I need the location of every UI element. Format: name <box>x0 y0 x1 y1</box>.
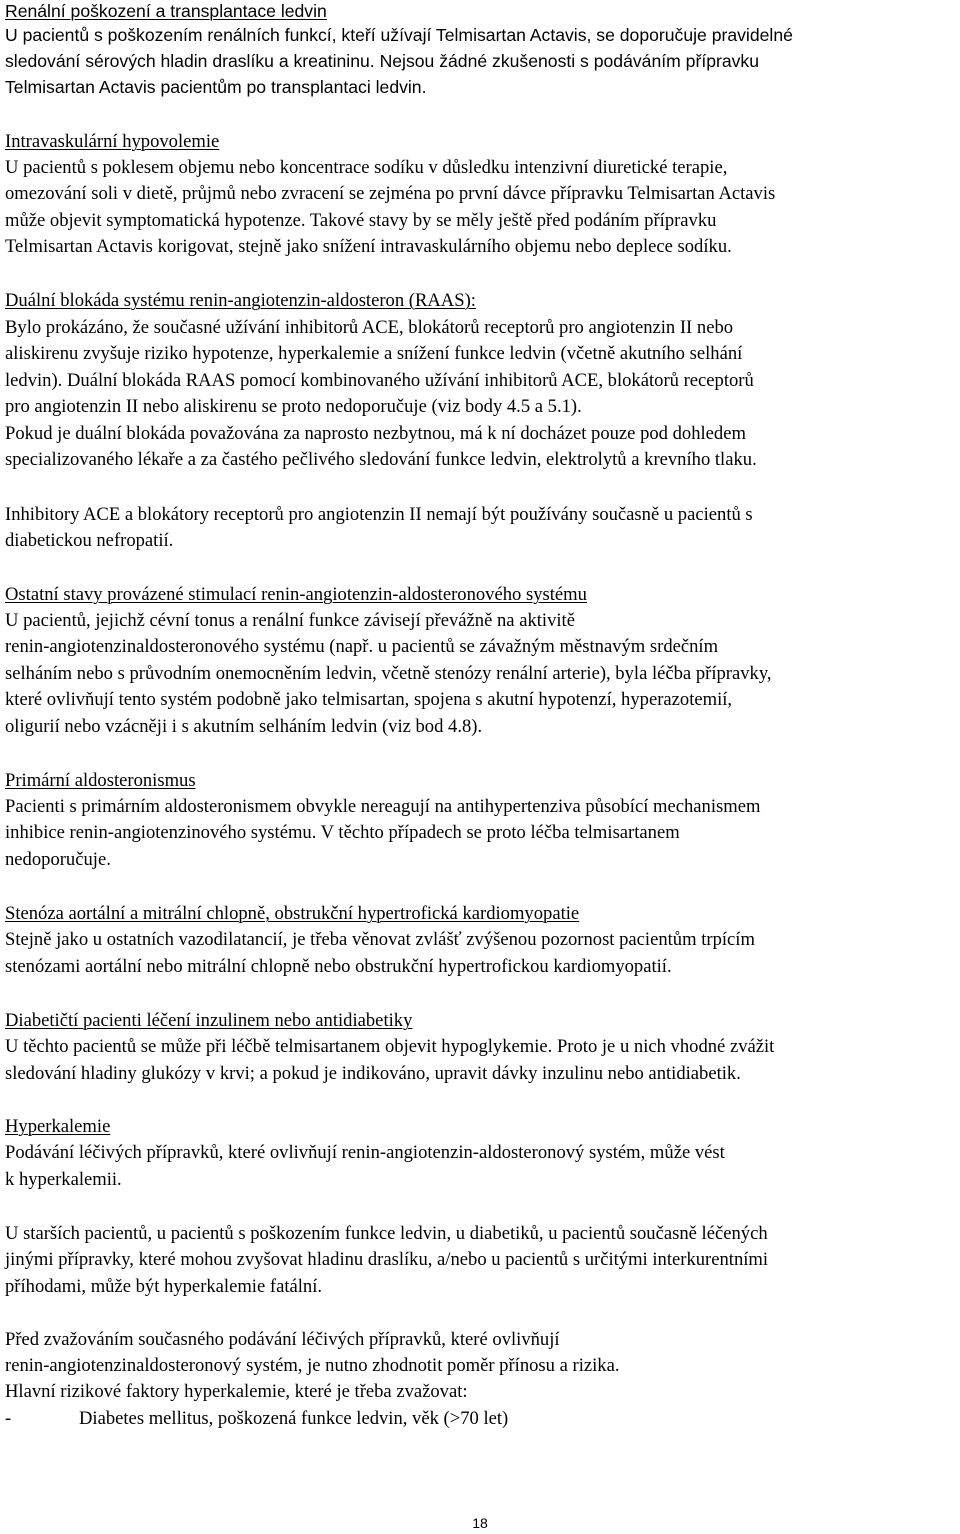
paragraph-line: Hlavní rizikové faktory hyperkalemie, které je třeba zvažovat: <box>5 1381 468 1402</box>
paragraph-line: omezování soli v dietě, průjmů nebo zvracení se zejména po první dávce přípravku Telmisartan Actavis <box>5 183 776 204</box>
paragraph-line: jinými přípravky, které mohou zvyšovat hladinu draslíku, a/nebo u pacientů s určitými interkurentními <box>5 1249 769 1270</box>
bullet-dash: - <box>5 1408 12 1429</box>
paragraph-line: diabetickou nefropatií. <box>5 530 174 551</box>
list-item <box>5 1406 955 1432</box>
paragraph-line: specializovaného lékaře a za častého pečlivého sledování funkce ledvin, elektrolytů a krevního tlaku. <box>5 449 757 470</box>
paragraph-line: může objevit symptomatická hypotenze. Takové stavy by se měly ještě před podáním přípravku <box>5 210 717 231</box>
page-number: 18 <box>472 1515 488 1531</box>
paragraph-line: U pacientů, jejichž cévní tonus a renální funkce závisejí převážně na aktivitě <box>5 610 575 631</box>
paragraph-line: ledvin). Duální blokáda RAAS pomocí kombinovaného užívání inhibitorů ACE, blokátorů receptorů <box>5 370 754 391</box>
heading-hyperkalemia: Hyperkalemie <box>5 1116 111 1137</box>
paragraph-line: stenózami aortální nebo mitrální chlopně nebo obstrukční hypertrofickou kardiomyopatií. <box>5 956 672 977</box>
heading-intravascular-hypovolemia: Intravaskulární hypovolemie <box>5 131 220 152</box>
paragraph-line: Stejně jako u ostatních vazodilatancií, je třeba věnovat zvlášť zvýšenou pozornost pacientům trpícím <box>5 929 755 950</box>
heading-renal-impairment: Renální poškození a transplantace ledvin <box>5 1 327 21</box>
paragraph-line: U starších pacientů, u pacientů s poškozením funkce ledvin, u diabetiků, u pacientů současně léčených <box>5 1223 768 1244</box>
paragraph-line: renin-angiotenzinaldosteronového systému (např. u pacientů se závažným městnavým srdečním <box>5 636 719 657</box>
paragraph-line: inhibice renin-angiotenzinového systému. V těchto případech se proto léčba telmisartanem <box>5 822 680 843</box>
heading-diabetic-patients: Diabetičtí pacienti léčení inzulinem nebo antidiabetiky <box>5 1010 413 1031</box>
paragraph-line: U pacientů s poklesem objemu nebo koncentrace sodíku v důsledku intenzivní diuretické terapie, <box>5 157 728 178</box>
paragraph-line: Telmisartan Actavis pacientům po transplantaci ledvin. <box>5 77 427 97</box>
paragraph-line: U pacientů s poškozením renálních funkcí, kteří užívají Telmisartan Actavis, se doporučuje pravidelné <box>5 25 793 45</box>
paragraph-line: U těchto pacientů se může při léčbě telmisartanem objevit hypoglykemie. Proto je u nich vhodné zvážit <box>5 1036 775 1057</box>
paragraph-line: Pokud je duální blokáda považována za naprosto nezbytnou, má k ní docházet pouze pod dohledem <box>5 423 746 444</box>
paragraph-line: příhodami, může být hyperkalemie fatální. <box>5 1276 323 1297</box>
paragraph-line: Před zvažováním současného podávání léčivých přípravků, které ovlivňují <box>5 1329 560 1350</box>
paragraph-line: oligurií nebo vzácněji i s akutním selháním ledvin (viz bod 4.8). <box>5 716 483 737</box>
paragraph-line: které ovlivňují tento systém podobně jako telmisartan, spojena s akutní hypotenzí, hyperazotemií, <box>5 689 733 710</box>
paragraph-line: Pacienti s primárním aldosteronismem obvykle nereagují na antihypertenziva působící mechanismem <box>5 796 761 817</box>
paragraph-line: Podávání léčivých přípravků, které ovlivňují renin-angiotenzin-aldosteronový systém, může vést <box>5 1142 725 1163</box>
paragraph-line: pro angiotenzin II nebo aliskirenu se proto nedoporučuje (viz body 4.5 a 5.1). <box>5 396 582 417</box>
paragraph-line: nedoporučuje. <box>5 849 111 870</box>
paragraph-line: Inhibitory ACE a blokátory receptorů pro angiotenzin II nemají být používány současně u pacientů s <box>5 504 753 525</box>
paragraph-line: sledování sérových hladin draslíku a kreatininu. Nejsou žádné zkušenosti s podáváním přípravku <box>5 51 760 71</box>
heading-dual-raas-blockade: Duální blokáda systému renin-angiotenzin-aldosteron (RAAS): <box>5 290 476 311</box>
paragraph-line: Telmisartan Actavis korigovat, stejně jako snížení intravaskulárního objemu nebo deplece sodíku. <box>5 236 732 257</box>
paragraph-line: renin-angiotenzinaldosteronový systém, je nutno zhodnotit poměr přínosu a rizika. <box>5 1355 620 1376</box>
heading-primary-aldosteronism: Primární aldosteronismus <box>5 770 196 791</box>
paragraph-line: sledování hladiny glukózy v krvi; a pokud je indikováno, upravit dávky inzulinu nebo antidiabetik. <box>5 1063 741 1084</box>
bullet-text: Diabetes mellitus, poškozená funkce ledvin, věk (>70 let) <box>79 1408 509 1429</box>
paragraph-line: Bylo prokázáno, že současné užívání inhibitorů ACE, blokátorů receptorů pro angiotenzin II nebo <box>5 317 734 338</box>
paragraph-line: aliskirenu zvyšuje riziko hypotenze, hyperkalemie a snížení funkce ledvin (včetně akutního selhání <box>5 343 743 364</box>
heading-valve-stenosis: Stenóza aortální a mitrální chlopně, obstrukční hypertrofická kardiomyopatie <box>5 903 580 924</box>
heading-other-raas-conditions: Ostatní stavy provázené stimulací renin-angiotenzin-aldosteronového systému <box>5 584 587 605</box>
paragraph-line: selháním nebo s průvodním onemocněním ledvin, včetně stenózy renální arterie), byla léčba přípravky, <box>5 663 772 684</box>
paragraph-line: k hyperkalemii. <box>5 1169 122 1190</box>
